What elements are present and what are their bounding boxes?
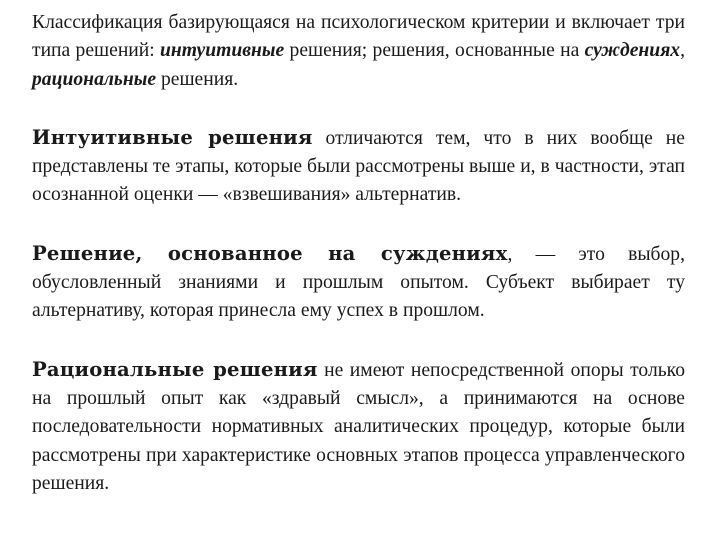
classification-text-end: решения.: [156, 68, 239, 90]
paragraph-rational: [32, 356, 685, 498]
rational-text: не имеют непосредственной опоры только на прошлый опыт как «здравый смысл», а принимаются на основе последовательности нормативных аналитических процедур, которые были рассмотрены при характеристике основных этапов процесса управленческого решения.: [32, 359, 685, 494]
paragraph-classification: [32, 9, 685, 94]
paragraph-judgment: [32, 240, 685, 326]
judgment-text: , — это выбор, обусловленный знаниями и прошлым опытом. Субъект выбирает ту альтернативу, которая принесла ему успех в прошлом.: [32, 243, 685, 322]
classification-text-start: Классификация базирующаяся на психологическом критерии и включает три типа решений:: [32, 12, 685, 62]
classification-separator: ,: [680, 40, 685, 62]
judgment-heading: Решение, основанное на суждениях: [32, 241, 508, 265]
term-judgment: суждениях: [584, 40, 681, 62]
rational-heading: Рациональные решения: [32, 357, 318, 381]
intuitive-heading: Интуитивные решения: [32, 125, 313, 149]
term-intuitive: интуитивные: [160, 40, 285, 62]
paragraph-intuitive: [32, 124, 685, 210]
classification-text-middle: решения; решения, основанные на: [284, 40, 585, 62]
intuitive-text: отличаются тем, что в них вообще не представлены те этапы, которые были рассмотрены выше и, в частности, этап осознанной оценки — «взвешивания» альтернатив.: [32, 127, 685, 206]
term-rational: рациональные: [32, 68, 157, 90]
document-page: [32, 9, 685, 498]
